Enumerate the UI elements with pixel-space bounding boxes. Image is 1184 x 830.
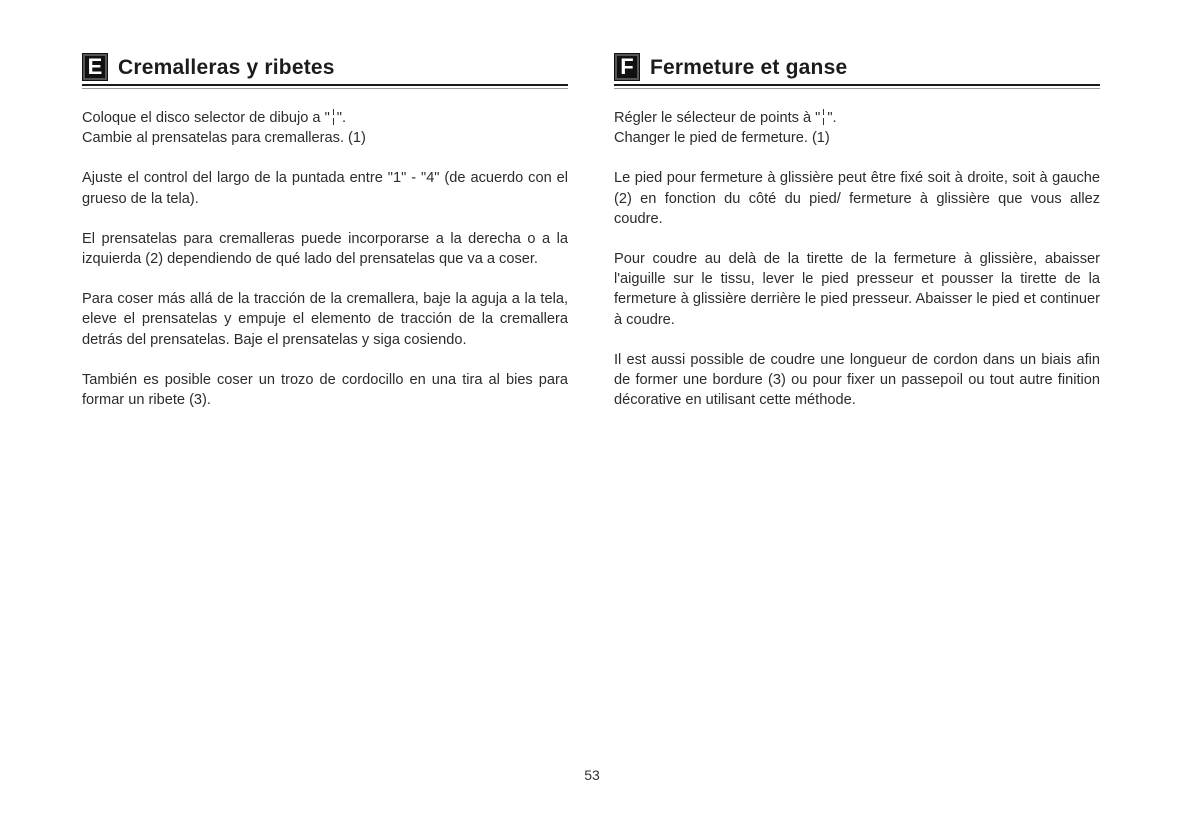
straight-stitch-icon <box>823 109 824 125</box>
french-p1-suffix: ". <box>827 110 837 126</box>
spanish-column <box>82 50 568 430</box>
french-column <box>614 50 1100 430</box>
spanish-p1-suffix: ". <box>336 110 347 126</box>
french-section-title: Fermeture et ganse <box>650 56 848 79</box>
french-paragraph-1 <box>614 108 1100 148</box>
french-paragraph-2: Le pied pour fermeture à glissière peut être fixé soit à droite, soit à gauche (2) en fonction du côté du pied/ fermeture à glissière que vous allez coudre. <box>614 170 1100 227</box>
french-paragraphs <box>614 108 1100 410</box>
spanish-paragraph-2: Ajuste el control del largo de la puntada entre "1" - "4" (de acuerdo con el grueso de la tela). <box>82 170 568 207</box>
straight-stitch-icon <box>333 109 334 125</box>
french-p1-line2: Changer le pied de fermeture. (1) <box>614 130 830 147</box>
spanish-p1-line2: Cambie al prensatelas para cremalleras. (1) <box>82 130 366 147</box>
french-section-header <box>614 50 1100 86</box>
page-number: 53 <box>584 767 600 783</box>
spanish-paragraph-3: El prensatelas para cremalleras puede incorporarse a la derecha o a la izquierda (2) dependiendo de qué lado del prensatelas que va a coser. <box>82 230 568 268</box>
spanish-paragraph-4: Para coser más allá de la tracción de la cremallera, baje la aguja a la tela, eleve el prensatelas y empuje el elemento de tracción de la cremallera detrás del prensatelas. Baje el prensatelas y siga cosiendo. <box>82 291 568 348</box>
spanish-p1-line1 <box>82 108 568 128</box>
language-badge-f: F <box>614 53 640 81</box>
language-badge-e: E <box>82 53 108 81</box>
french-paragraph-3: Pour coudre au delà de la tirette de la fermeture à glissière, abaisser l'aiguille sur le tissu, lever le pied presseur et pousser la tirette de la fermeture à glissière derrière le pied presseur. Abaisser le pied et continuer à coudre. <box>614 251 1100 328</box>
spanish-section-header <box>82 50 568 86</box>
spanish-p1-prefix: Coloque el disco selector de dibujo a " <box>82 110 330 126</box>
spanish-paragraphs <box>82 108 568 410</box>
french-paragraph-4: Il est aussi possible de coudre une longueur de cordon dans un biais afin de former une bordure (3) ou pour fixer un passepoil ou tout autre finition décorative en utilisant cette méthode. <box>614 351 1100 409</box>
french-p1-prefix: Régler le sélecteur de points à " <box>614 110 821 126</box>
spanish-paragraph-1 <box>82 108 568 148</box>
french-p1-line1 <box>614 108 1100 128</box>
spanish-paragraph-5: También es posible coser un trozo de cordocillo en una tira al bies para formar un ribete (3). <box>82 371 568 409</box>
spanish-section-title: Cremalleras y ribetes <box>118 56 335 79</box>
